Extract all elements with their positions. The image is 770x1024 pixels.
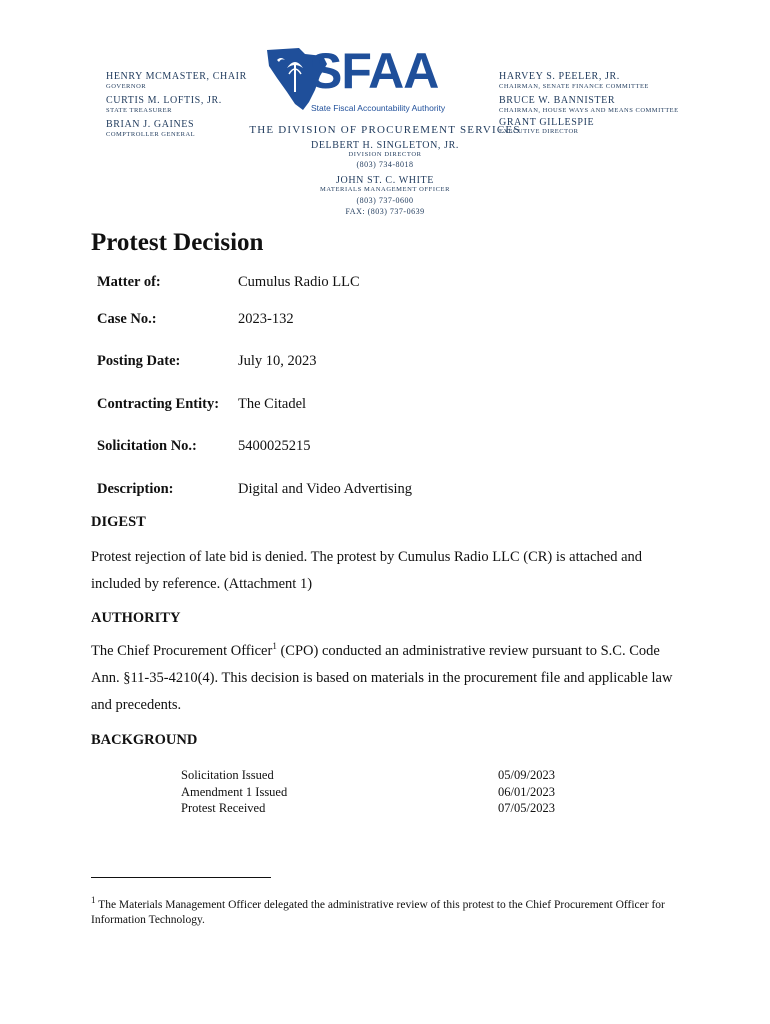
board-member-6-name: GRANT GILLESPIE (499, 117, 595, 128)
footnote-divider (91, 877, 271, 878)
timeline-event: Solicitation Issued (181, 768, 274, 782)
document-title: Protest Decision (91, 229, 264, 256)
logo-wordmark: SFAA (309, 43, 439, 99)
board-member-5-title: CHAIRMAN, HOUSE WAYS AND MEANS COMMITTEE (499, 107, 679, 114)
digest-text: Protest rejection of late bid is denied. The protest by Cumulus Radio LLC (CR) is attached and included by reference. (Attachment 1) (91, 549, 643, 592)
field-value-solicitation-no: 5400025215 (238, 438, 311, 454)
authority-text-start: The Chief Procurement Officer (91, 642, 273, 659)
board-member-6-title: EXECUTIVE DIRECTOR (499, 128, 579, 135)
footnote (91, 893, 681, 928)
division-director-name: DELBERT H. SINGLETON, JR. (311, 140, 459, 151)
background-heading: BACKGROUND (91, 732, 198, 748)
board-member-3-title: COMPTROLLER GENERAL (106, 131, 196, 138)
authority-text (91, 633, 691, 719)
timeline-event: Amendment 1 Issued (181, 784, 288, 799)
timeline-date: 07/05/2023 (498, 801, 555, 815)
sfaa-logo (265, 43, 455, 114)
field-value-case-no: 2023-132 (238, 311, 294, 327)
field-label-contracting-entity: Contracting Entity: (97, 396, 220, 412)
digest-heading: DIGEST (91, 514, 146, 530)
board-member-1-title: GOVERNOR (106, 83, 147, 90)
authority-heading: AUTHORITY (91, 610, 181, 626)
field-label-posting-date: Posting Date: (97, 353, 181, 369)
footnote-reference[interactable]: 1 (272, 641, 277, 651)
materials-officer-phone: (803) 737-0600 (356, 196, 414, 205)
field-value-matter: Cumulus Radio LLC (238, 274, 360, 290)
division-director-title: DIVISION DIRECTOR (348, 151, 422, 158)
field-label-case-no: Case No.: (97, 311, 157, 327)
timeline-event: Protest Received (181, 801, 266, 815)
field-value-description: Digital and Video Advertising (238, 481, 413, 497)
field-value-contracting-entity: The Citadel (238, 396, 307, 412)
materials-officer-name: JOHN ST. C. WHITE (336, 175, 434, 186)
field-label-description: Description: (97, 481, 174, 497)
materials-officer-title: MATERIALS MANAGEMENT OFFICER (319, 186, 451, 193)
field-label-solicitation-no: Solicitation No.: (97, 438, 197, 454)
board-member-1-name: HENRY MCMASTER, CHAIR (106, 71, 247, 82)
board-member-2-title: STATE TREASURER (106, 107, 172, 114)
footnote-number: 1 (91, 895, 96, 905)
authority-text-rest: (CPO) conducted an administrative review pursuant to S.C. Code Ann. §11-35-4210(4). This decision is based on materials in the procurement file and applicable law and precedents. (91, 642, 673, 713)
division-name: THE DIVISION OF PROCUREMENT SERVICES (249, 124, 521, 136)
logo-subtitle: State Fiscal Accountability Authority (311, 103, 446, 113)
timeline-date: 05/09/2023 (498, 768, 555, 782)
board-member-4-name: HARVEY S. PEELER, JR. (499, 71, 620, 82)
materials-officer-fax: FAX: (803) 737-0639 (345, 207, 425, 216)
timeline-date: 06/01/2023 (498, 784, 555, 799)
board-member-3-name: BRIAN J. GAINES (106, 119, 195, 130)
field-value-posting-date: July 10, 2023 (238, 353, 317, 369)
board-member-2-name: CURTIS M. LOFTIS, JR. (106, 95, 222, 106)
board-member-4-title: CHAIRMAN, SENATE FINANCE COMMITTEE (499, 83, 649, 90)
board-member-5-name: BRUCE W. BANNISTER (499, 95, 616, 106)
field-label-matter: Matter of: (97, 274, 161, 290)
footnote-text: The Materials Management Officer delegated the administrative review of this protest to the Chief Procurement Officer for Information Technology. (91, 898, 665, 926)
division-director-phone: (803) 734-8018 (356, 160, 414, 169)
